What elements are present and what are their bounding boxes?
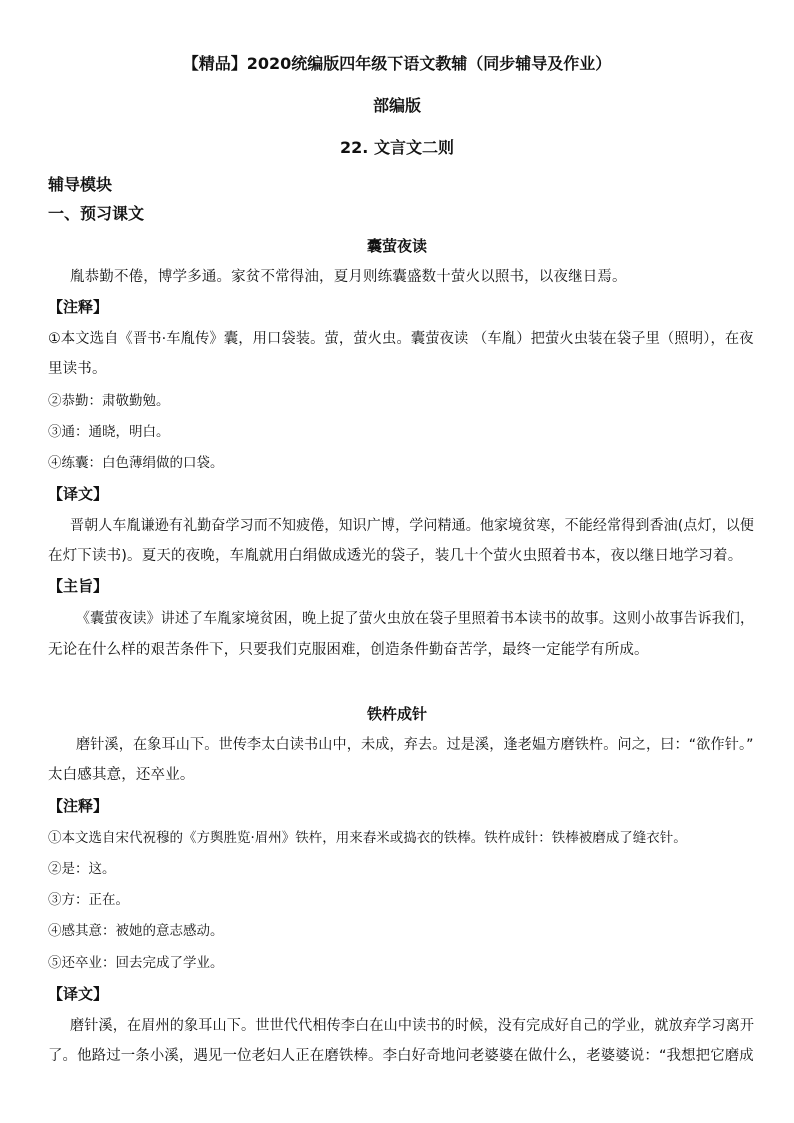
text1-note-1-cont: 里读书。 (48, 361, 107, 377)
text2-note-5: ⑤还卒业：回去完成了学业。 (48, 955, 224, 971)
text1-note-1: ①本文选自《晋书·车胤传》囊，用口袋装。萤，萤火虫。囊萤夜读 （车胤）把萤火虫装在袋子里（照明），在夜 (48, 331, 754, 347)
text1-note-3: ③通：通晓，明白。 (48, 424, 170, 440)
text1-theme-2: 无论在什么样的艰苦条件下，只要我们克服困难，创造条件勤奋苦学，最终一定能学有所成。 (48, 642, 649, 658)
text1-note-2: ②恭勤：肃敬勤勉。 (48, 393, 170, 409)
module-heading: 辅导模块 (48, 175, 113, 194)
text2-note-4: ④感其意：被她的意志感动。 (48, 923, 224, 939)
document-title: 【精品】2020统编版四年级下语文教辅（同步辅导及作业） (182, 54, 612, 73)
text1-translation-heading: 【译文】 (48, 485, 109, 503)
text2-note-2: ②是：这。 (48, 861, 116, 877)
text2-translation-1: 磨针溪，在眉州的象耳山下。世世代代相传李白在山中读书的时候，没有完成好自己的学业，就放弃学习离开 (70, 1018, 755, 1034)
text1-body: 胤恭勤不倦，博学多通。家贫不常得油，夏月则练囊盛数十萤火以照书，以夜继日焉。 (70, 269, 627, 285)
text1-note-4: ④练囊：白色薄绢做的口袋。 (48, 455, 224, 471)
text2-note-3: ③方：正在。 (48, 892, 129, 908)
text1-translation-1: 晋朝人车胤谦逊有礼勤奋学习而不知疲倦，知识广博，学问精通。他家境贫寒，不能经常得到香油(点灯，以便 (70, 518, 755, 534)
text2-title: 铁杵成针 (366, 705, 427, 723)
text2-note-1: ①本文选自宋代祝穆的《方舆胜览·眉州》铁杵，用来舂米或捣衣的铁棒。铁杵成针：铁棒被磨成了缝衣针。 (48, 830, 687, 846)
text2-body-2: 太白感其意，还卒业。 (48, 767, 195, 783)
section-heading-preview: 一、预习课文 (48, 204, 145, 223)
text1-translation-2: 在灯下读书)。夏天的夜晚，车胤就用白绢做成透光的袋子，装几十个萤火虫照着书本，夜以继日地学习着。 (48, 548, 743, 564)
text1-title: 囊萤夜读 (366, 237, 427, 255)
text2-translation-heading: 【译文】 (48, 985, 109, 1003)
text2-translation-2: 了。他路过一条小溪，遇见一位老妇人正在磨铁棒。李白好奇地问老婆婆在做什么，老婆婆说：“我想把它磨成 (48, 1048, 754, 1064)
text2-body-1: 磨针溪，在象耳山下。世传李太白读书山中，未成，弃去。过是溪，逢老媪方磨铁杵。问之，曰：“欲作针。” (76, 737, 754, 753)
text1-theme-1: 《囊萤夜读》讲述了车胤家境贫困，晚上捉了萤火虫放在袋子里照着书本读书的故事。这则小故事告诉我们， (76, 611, 755, 627)
document-subtitle: 部编版 (372, 96, 421, 115)
text1-notes-heading: 【注释】 (48, 298, 109, 316)
lesson-title: 22. 文言文二则 (340, 138, 454, 157)
text1-theme-heading: 【主旨】 (48, 577, 109, 595)
text2-notes-heading: 【注释】 (48, 797, 109, 815)
